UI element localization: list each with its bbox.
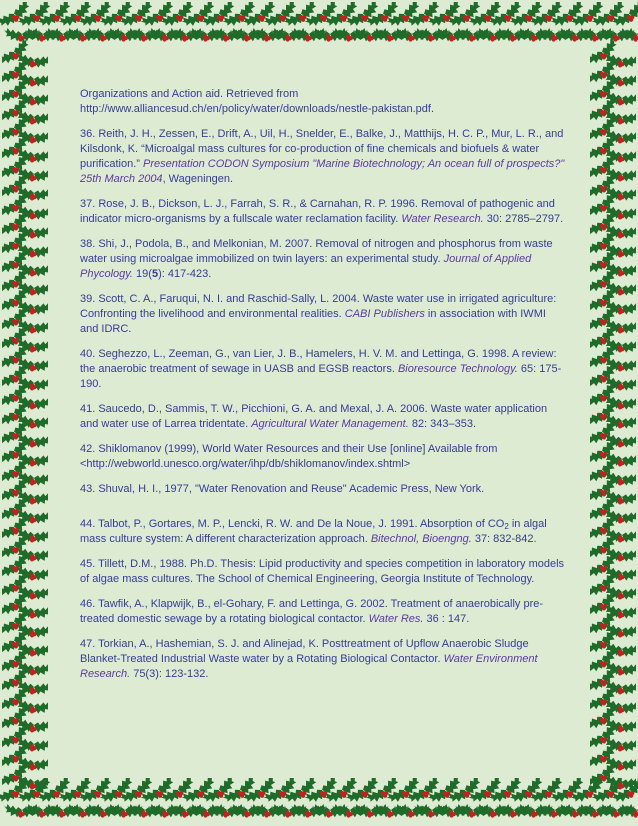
reference-text: 36. Reith, J. H., Zessen, E., Drift, A., Uil, H., Snelder, E., Balke, J., Matthijs, H. C. P., Mur, L. R., and Kilsdonk, K. “Microalgal mass cultures for co-production of fine chemicals and biofuels & water purification.” bbox=[80, 128, 564, 170]
reference-text: 40. Seghezzo, L., Zeeman, G., van Lier, J. B., Hamelers, H. V. M. and Lettinga, G. 1998. A review: the anaerobic treatment of sewage in UASB and EGSB reactors. bbox=[80, 348, 557, 375]
reference-43 bbox=[80, 482, 566, 497]
reference-details: in association with IWMI and IDRC. bbox=[80, 308, 546, 335]
holly-border-right bbox=[590, 0, 636, 826]
reference-text: 46. Tawfik, A., Klapwijk, B., el-Gohary, F. and Lettinga, G. 2002. Treatment of anaerobically pre-treated domestic sewage by a rotating biological contactor. bbox=[80, 598, 544, 625]
reference-41 bbox=[80, 402, 566, 432]
reference-details: 75(3): 123-132. bbox=[130, 668, 209, 680]
subscript: 2 bbox=[504, 522, 509, 531]
reference-journal: CABI Publishers bbox=[344, 308, 425, 320]
reference-journal: Water Environment Research. bbox=[80, 653, 538, 680]
reference-text: 43. Shuval, H. I., 1977, "Water Renovation and Reuse" Academic Press, New York. bbox=[80, 483, 485, 495]
reference-37 bbox=[80, 197, 566, 227]
reference-continuation bbox=[80, 87, 566, 117]
reference-text: 42. Shiklomanov (1999), World Water Resources and their Use [online] Available from <http://webworld.unesco.org/water/ihp/db/shiklomanov/index.shtml> bbox=[80, 443, 498, 470]
reference-text: 47. Torkian, A., Hashemian, S. J. and Alinejad, K. Posttreatment of Upflow Anaerobic Sludge Blanket-Treated Industrial Waste water by a Rotating Biological Contactor. bbox=[80, 638, 529, 665]
reference-44 bbox=[80, 517, 566, 547]
reference-36 bbox=[80, 127, 566, 187]
reference-journal: Bitechnol, Bioengng. bbox=[370, 533, 472, 545]
reference-details: 65: 175-190. bbox=[80, 363, 562, 390]
reference-journal: Presentation CODON Symposium "Marine Biotechnology; An ocean full of prospects?" 25th March 2004 bbox=[80, 158, 565, 185]
reference-list bbox=[80, 87, 566, 692]
reference-details: 36 : 147. bbox=[423, 613, 470, 625]
reference-42 bbox=[80, 442, 566, 472]
reference-38 bbox=[80, 237, 566, 282]
reference-39 bbox=[80, 292, 566, 337]
holly-border-top bbox=[0, 2, 638, 48]
reference-text-cont: in algal mass culture system: A different characterization approach. bbox=[80, 518, 547, 545]
reference-text: 37. Rose, J. B., Dickson, L. J., Farrah, S. R., & Carnahan, R. P. 1996. Removal of pathogenic and indicator micro-organisms by a fullscale water reclamation facility. bbox=[80, 198, 555, 225]
holly-border-bottom bbox=[0, 778, 638, 824]
reference-volume: 19( bbox=[133, 268, 152, 280]
reference-text: 41. Saucedo, D., Sammis, T. W., Picchioni, G. A. and Mexal, J. A. 2006. Waste water application and water use of Larrea tridentate. bbox=[80, 403, 548, 430]
reference-journal: Water Res. bbox=[368, 613, 424, 625]
reference-text: 39. Scott, C. A., Faruqui, N. I. and Raschid-Sally, L. 2004. Waste water use in irrigated agriculture: Confronting the livelihood and environmental realities. bbox=[80, 293, 557, 320]
reference-40 bbox=[80, 347, 566, 392]
reference-journal: Bioresource Technology. bbox=[397, 363, 518, 375]
reference-47 bbox=[80, 637, 566, 682]
reference-text: 45. Tillett, D.M., 1988. Ph.D. Thesis: Lipid productivity and species competition in laboratory models of algae mass cultures. The School of Chemical Engineering, Georgia Institute of Technology. bbox=[80, 558, 565, 585]
reference-journal: Agricultural Water Management. bbox=[251, 418, 409, 430]
reference-issue: 5 bbox=[151, 268, 159, 280]
holly-border-left bbox=[2, 0, 48, 826]
reference-journal: Journal of Applied Phycology. bbox=[80, 253, 532, 280]
reference-text: 38. Shi, J., Podola, B., and Melkonian, M. 2007. Removal of nitrogen and phosphorus from waste water using microalgae immobilized on twin layers: an experimental study. bbox=[80, 238, 553, 265]
reference-details: 37: 832-842. bbox=[471, 533, 537, 545]
reference-details: 30: 2785–2797. bbox=[483, 213, 564, 225]
reference-journal: Water Research. bbox=[401, 213, 484, 225]
reference-text: 44. Talbot, P., Gortares, M. P., Lencki, R. W. and De la Noue, J. 1991. Absorption of CO bbox=[80, 518, 505, 530]
reference-46 bbox=[80, 597, 566, 627]
reference-details: , Wageningen. bbox=[162, 173, 234, 185]
reference-details: ): 417-423. bbox=[158, 268, 212, 280]
reference-details: 82: 343–353. bbox=[408, 418, 477, 430]
reference-45 bbox=[80, 557, 566, 587]
reference-text: Organizations and Action aid. Retrieved from http://www.alliancesud.ch/en/policy/water/downloads/nestle-pakistan.pdf. bbox=[80, 88, 435, 115]
